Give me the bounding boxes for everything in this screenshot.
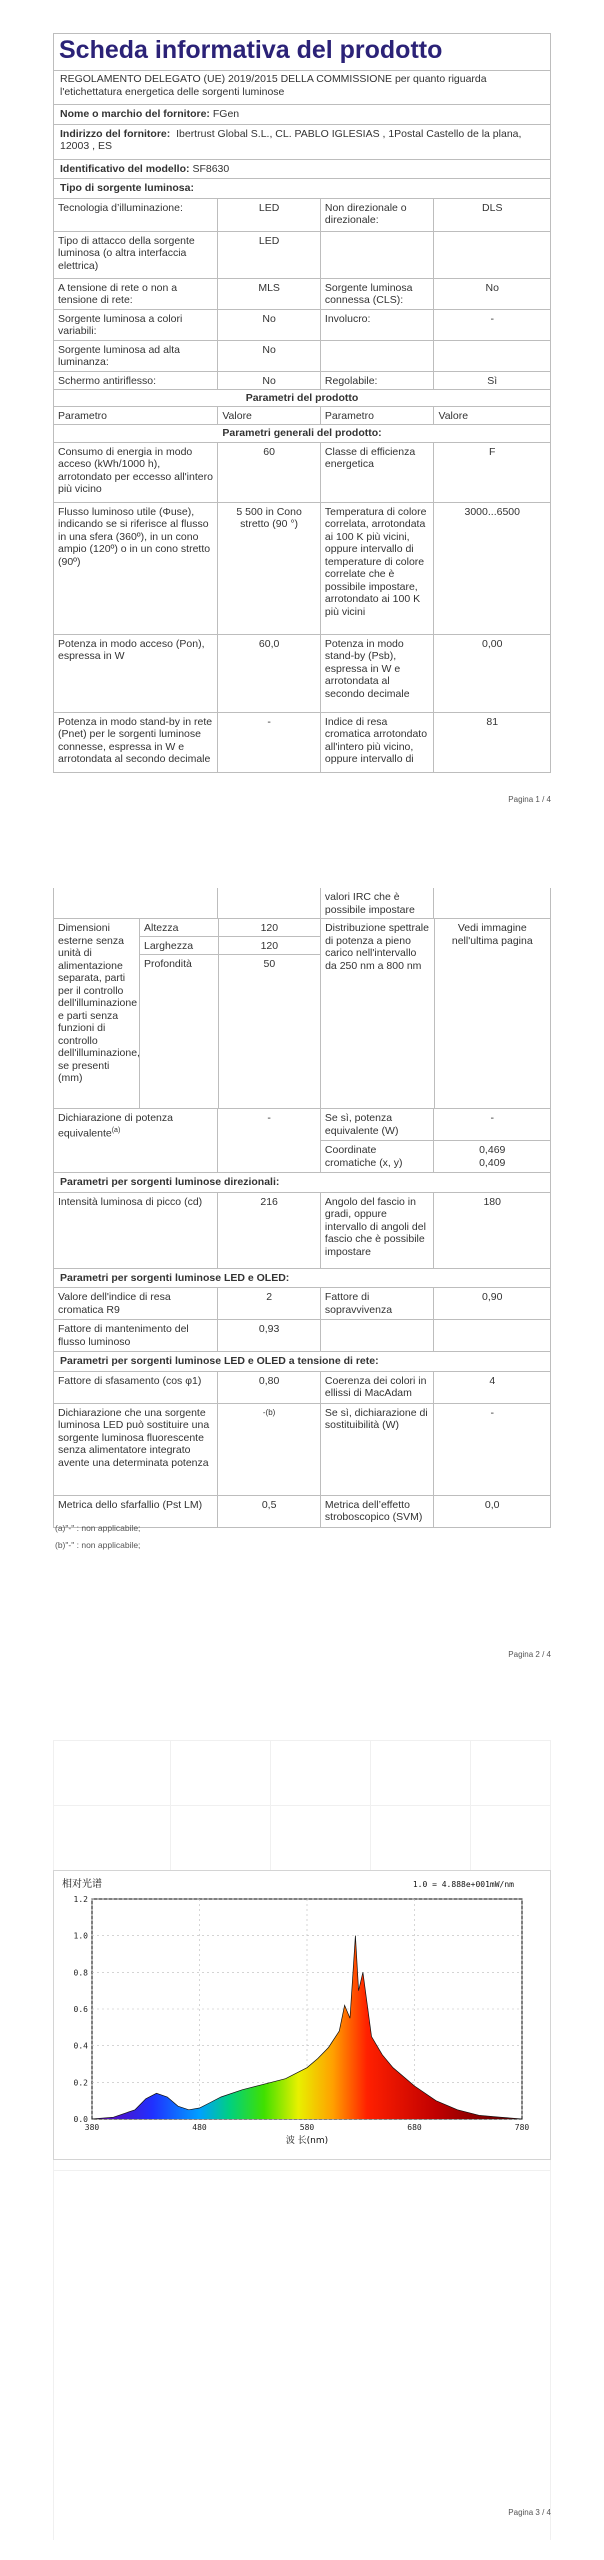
page-footer: Pagina 2 / 4 (508, 1650, 551, 1659)
param-value (434, 1140, 550, 1172)
supplier-name-row (54, 104, 550, 124)
param-label: Tipo di attacco della sorgente luminosa (o altra interfaccia elettrica) (54, 232, 218, 278)
param-label: Indice di resa cromatica arrotondato all'intero più vicino, oppure intervallo di (321, 713, 435, 772)
general-row (54, 712, 550, 772)
dimension-name: Altezza (140, 919, 218, 937)
product-sheet-part1 (53, 33, 551, 773)
param-value: MLS (218, 279, 321, 309)
param-value (434, 341, 550, 371)
param-value: LED (218, 232, 321, 278)
param-label: Valore dell'indice di resa cromatica R9 (54, 1288, 218, 1319)
directional-row (54, 1192, 550, 1268)
model-id-value: SF8630 (192, 162, 230, 175)
y-tick-label: 0.6 (73, 2005, 88, 2014)
param-value: 180 (483, 1195, 501, 1208)
led-mains-row (54, 1495, 550, 1527)
param-value: No (485, 281, 499, 294)
page-1 (0, 0, 604, 830)
param-value: -(b) (218, 1404, 321, 1495)
chart-title: 相对光谱 (62, 1879, 102, 1890)
general-row (54, 442, 550, 502)
param-label (321, 1320, 435, 1351)
param-value: 81 (486, 715, 499, 728)
param-label: Coordinate cromatiche (x, y) (321, 1140, 435, 1172)
param-value: 5 500 in Cono stretto (90 °) (218, 503, 321, 634)
general-row (54, 634, 550, 712)
param-value: 0,80 (218, 1372, 321, 1403)
param-value: - (218, 713, 321, 772)
param-value: 60,0 (218, 635, 321, 712)
param-value: - (490, 1406, 494, 1419)
spectrum-svg (54, 1871, 550, 2159)
led-row (54, 1287, 550, 1319)
y-tick-label: 0.2 (73, 2078, 88, 2088)
dimension-value: 50 (263, 958, 276, 970)
source-row (54, 309, 550, 340)
dimensions-row (54, 918, 550, 1108)
y-tick-label: 1.2 (73, 1895, 88, 1904)
chroma-row (54, 1140, 550, 1172)
supplier-address-row (54, 124, 550, 159)
param-label: A tensione di rete o non a tensione di rete: (54, 279, 218, 309)
source-type-header: Tipo di sorgente luminosa: (54, 178, 550, 198)
y-tick-label: 0.4 (73, 2041, 88, 2051)
led-header: Parametri per sorgenti luminose LED e OLED: (54, 1268, 550, 1288)
param-label: Consumo di energia in modo acceso (kWh/1000 h), arrotondato per eccesso all'intero più vicino (54, 443, 218, 502)
led-row (54, 1319, 550, 1351)
supplier-address-value: Ibertrust Global S.L., CL. PABLO IGLESIAS , 1Postal Castello de la plana, 12003 , ES (60, 127, 522, 152)
x-tick-label: 580 (299, 2123, 315, 2132)
page-footer: Pagina 3 / 4 (508, 2508, 551, 2517)
model-id-row (54, 159, 550, 179)
dimension-value: 120 (219, 937, 320, 955)
param-label: Fattore di sfasamento (cos φ1) (54, 1372, 218, 1403)
column-header: Valore (218, 407, 321, 424)
param-value: 4 (489, 1374, 496, 1387)
param-value: 216 (218, 1193, 321, 1268)
column-header: Parametro (321, 407, 435, 424)
spectrum-chart (53, 1870, 551, 2160)
param-label: Schermo antiriflesso: (54, 372, 218, 389)
supplier-address-label: Indirizzo del fornitore: (60, 127, 171, 140)
param-value: No (218, 310, 321, 340)
param-label: Sorgente luminosa ad alta luminanza: (54, 341, 218, 371)
param-label: Se sì, dichiarazione di sostituibilità (W) (321, 1404, 435, 1495)
param-label: Sorgente luminosa connessa (CLS): (321, 279, 435, 309)
param-value: No (218, 372, 321, 389)
param-label: Distribuzione spettrale di potenza a pieno carico nell'intervallo da 250 nm a 800 nm (321, 919, 434, 1108)
model-id-label: Identificativo del modello: (60, 162, 190, 175)
x-tick-label: 480 (192, 2123, 207, 2132)
x-axis-label: 波 长(nm) (285, 2136, 329, 2146)
source-row (54, 371, 550, 389)
param-label: Angolo del fascio in gradi, oppure intervallo di angoli del fascio che è possibile impostare (321, 1193, 435, 1268)
param-value (434, 232, 550, 278)
product-params-header: Parametri del prodotto (54, 389, 550, 407)
param-value: 2 (218, 1288, 321, 1319)
led-mains-header: Parametri per sorgenti luminose LED e OLED a tensione di rete: (54, 1351, 550, 1371)
footnote: (b)"-" : non applicabile; (55, 1540, 141, 1550)
led-mains-row (54, 1403, 550, 1495)
param-value: LED (218, 199, 321, 231)
param-label: Dichiarazione che una sorgente luminosa LED può sostituire una sorgente luminosa fluorescente senza alimentatore integrato avente una determinata potenza (54, 1404, 218, 1495)
param-label: Potenza in modo acceso (Pon), espressa in W (54, 635, 218, 712)
general-row (54, 502, 550, 634)
param-label: Regolabile: (321, 372, 435, 389)
y-tick-label: 1.0 (73, 1931, 88, 1941)
param-value: 0,0 (484, 1498, 500, 1511)
column-header: Valore (438, 410, 469, 422)
page-title: Scheda informativa del prodotto (59, 36, 443, 64)
param-label: Intensità luminosa di picco (cd) (54, 1193, 218, 1268)
param-value: 0,90 (482, 1291, 503, 1303)
param-label: Metrica dello sfarfallio (Pst LM) (54, 1496, 218, 1527)
supplier-name-label: Nome o marchio del fornitore: (60, 108, 210, 120)
param-label: Fattore di sopravvivenza (321, 1288, 435, 1319)
dimension-name: Larghezza (140, 937, 218, 955)
param-label (321, 232, 435, 278)
param-value: - (218, 1109, 321, 1140)
param-value: 0,5 (218, 1496, 321, 1527)
param-value: Vedi immagine nell'ultima pagina (451, 922, 533, 947)
param-label: Flusso luminoso utile (Φuse), indicando se si riferisce al flusso in una sfera (360º), in un cono ampio (120º) o in un cono stretto (90º) (54, 503, 218, 634)
dimensions-label: Dimensioni esterne senza unità di alimentazione separata, parti per il controllo dell'illuminazione e parti senza funzioni di controllo dell'illuminazione, se presenti (mm) (54, 919, 140, 1108)
param-label (321, 341, 435, 371)
column-header: Parametro (54, 407, 218, 424)
regulation-text: REGOLAMENTO DELEGATO (UE) 2019/2015 DELLA COMMISSIONE per quanto riguarda l'etichettatura energetica delle sorgenti luminose (54, 70, 550, 104)
param-value: 3000...6500 (464, 505, 520, 518)
param-label: Dichiarazione di potenza equivalente$^{(a)}$ (54, 1109, 218, 1140)
param-value: Sì (487, 374, 498, 387)
param-value (434, 1320, 550, 1351)
param-label: Temperatura di colore correlata, arrotondata ai 100 K più vicini, oppure intervallo di temperature di colore correlate che è possibile impostare, arrotondato ai 100 K più vicini (321, 503, 435, 634)
param-value: 0,00 (482, 637, 503, 650)
product-sheet-part2 (53, 888, 551, 1528)
source-row (54, 278, 550, 309)
param-value: 0,93 (218, 1320, 321, 1351)
param-label: Involucro: (321, 310, 435, 340)
source-row (54, 340, 550, 371)
led-mains-row (54, 1371, 550, 1403)
param-value: No (218, 341, 321, 371)
chroma-y: 0,409 (479, 1156, 506, 1169)
param-value: DLS (482, 201, 503, 214)
param-label: Sorgente luminosa a colori variabili: (54, 310, 218, 340)
dimension-value: 120 (219, 919, 320, 937)
param-label: Potenza in modo stand-by (Psb), espressa in W e arrotondata al secondo decimale (321, 635, 435, 712)
y-tick-label: 0.0 (73, 2115, 88, 2124)
column-headers (54, 406, 550, 424)
power-decl-row (54, 1108, 550, 1140)
x-tick-label: 680 (407, 2123, 422, 2132)
source-row (54, 231, 550, 278)
x-tick-label: 380 (84, 2123, 100, 2132)
param-value: F (489, 445, 496, 458)
param-label: Metrica dell’effetto stroboscopico (SVM) (321, 1496, 435, 1527)
source-row (54, 198, 550, 231)
page-2 (0, 880, 604, 1680)
footnote: (a)"-" : non applicabile; (55, 1523, 141, 1533)
continued-row (54, 888, 550, 918)
param-value: - (490, 1112, 494, 1124)
general-params-header: Parametri generali del prodotto: (54, 424, 550, 442)
param-label: Potenza in modo stand-by in rete (Pnet) per le sorgenti luminose connesse, espressa in W e arrotondata al secondo decimale (54, 713, 218, 772)
directional-header: Parametri per sorgenti luminose direzionali: (54, 1172, 550, 1192)
y-tick-label: 0.8 (73, 1968, 88, 1978)
dimension-name: Profondità (144, 958, 192, 970)
power-decl-label: Dichiarazione di potenza equivalente (58, 1112, 173, 1139)
chart-annotation: 1.0 = 4.888e+001mW/nm (412, 1880, 514, 1889)
page-footer: Pagina 1 / 4 (508, 795, 551, 804)
param-value: 60 (218, 443, 321, 502)
chroma-x: 0,469 (479, 1144, 506, 1156)
param-value: - (490, 312, 494, 325)
param-label: valori IRC che è possibile impostare (321, 888, 435, 918)
x-tick-label: 780 (514, 2123, 530, 2132)
param-label: Non direzionale o direzionale: (321, 199, 435, 231)
param-label: Se sì, potenza equivalente (W) (321, 1109, 435, 1140)
param-label: Classe di efficienza energetica (321, 443, 435, 502)
supplier-name-value: FGen (212, 108, 240, 120)
spectrum-area (92, 1936, 522, 2119)
param-label: Coerenza dei colori in ellissi di MacAdam (321, 1372, 435, 1403)
param-label: Tecnologia d’illuminazione: (54, 199, 218, 231)
param-label: Fattore di mantenimento del flusso luminoso (54, 1320, 218, 1351)
